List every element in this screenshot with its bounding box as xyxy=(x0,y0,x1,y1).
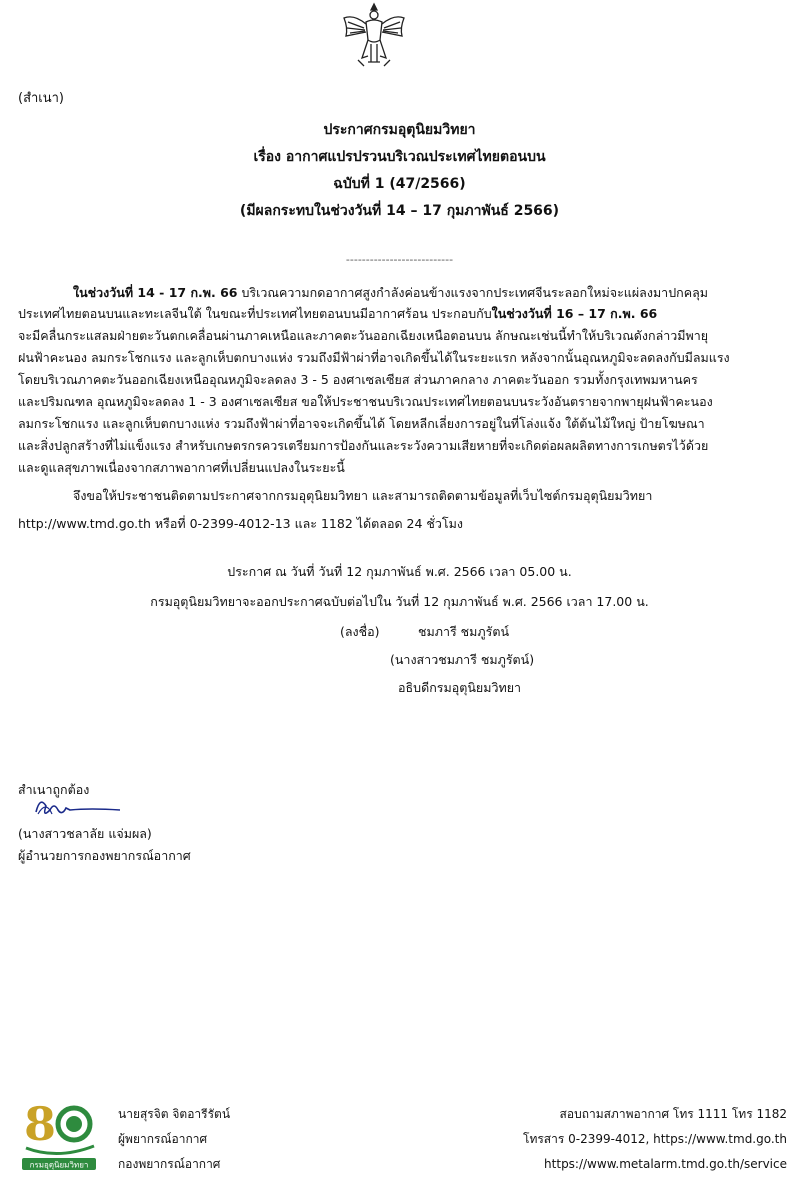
signed-label: (ลงชื่อ) xyxy=(340,624,380,639)
copy-tag: (สำเนา) xyxy=(18,91,65,106)
footer-forecaster xyxy=(118,1102,230,1177)
title-line-1: ประกาศกรมอุตุนิยมวิทยา xyxy=(323,122,476,138)
forecaster-division: กองพยากรณ์อากาศ xyxy=(118,1157,221,1171)
body-text: ประเทศไทยตอนบนและทะเลจีนใต้ ในขณะที่ประเทศไทยตอนบนมีอากาศร้อน ประกอบกับ xyxy=(18,306,492,321)
body-line-8: และสิ่งปลูกสร้างที่ไม่แข็งแรง สำหรับเกษตรกรควรเตรียมการป้องกันและระวังความเสียหายที่จะเกิดต่อผลผลิตทางการเกษตรไว้ด้วย xyxy=(18,438,709,453)
contact-phone: สอบถามสภาพอากาศ โทร 1111 โทร 1182 xyxy=(559,1107,787,1121)
svg-text:8: 8 xyxy=(24,1097,57,1151)
logo-caption: กรมอุตุนิยมวิทยา xyxy=(29,1160,89,1170)
certifier-name: (นางสาวชลาลัย แจ่มผล) xyxy=(18,826,152,841)
director-position: อธิบดีกรมอุตุนิยมวิทยา xyxy=(398,680,522,695)
contact-fax-website: โทรสาร 0-2399-4012, https://www.tmd.go.th xyxy=(523,1132,787,1146)
handwritten-signature-icon xyxy=(30,792,126,822)
issued-datetime: ประกาศ ณ วันที่ วันที่ 12 กุมภาพันธ์ พ.ศ. 2566 เวลา 05.00 น. xyxy=(227,564,572,579)
title-effect-period: (มีผลกระทบในช่วงวันที่ 14 – 17 กุมภาพันธ์ 2566) xyxy=(239,203,560,219)
bold-period-2: ในช่วงวันที่ 16 – 17 ก.พ. 66 xyxy=(491,306,658,321)
title-separator: --------------------------- xyxy=(345,253,454,266)
body-text: บริเวณความกดอากาศสูงกำลังค่อนข้างแรงจากประเทศจีนระลอกใหม่จะแผ่ลงมาปกคลุม xyxy=(237,285,708,300)
body-line-4: ฝนฟ้าคะนอง ลมกระโชกแรง และลูกเห็บตกบางแห่ง รวมถึงมีฟ้าผ่าที่อาจเกิดขึ้นได้ในระยะแรก หลังจากนั้นอุณหภูมิจะลดลงกับมีลมแรง xyxy=(18,350,730,365)
contact-alarm-website: https://www.metalarm.tmd.go.th/service xyxy=(544,1157,787,1171)
body-line-9: และดูแลสุขภาพเนื่องจากสภาพอากาศที่เปลี่ยนแปลงในระยะนี้ xyxy=(18,460,345,475)
signed-name: ชมภารี ชมภูรัตน์ xyxy=(418,624,510,639)
body-line-7: ลมกระโชกแรง และลูกเห็บตกบางแห่ง รวมถึงฟ้าผ่าที่อาจจะเกิดขึ้นได้ โดยหลีกเลี่ยงการอยู่ในที่โล่งแจ้ง ใต้ต้นไม้ใหญ่ ป้ายโฆษณา xyxy=(18,416,705,431)
footer-contact xyxy=(523,1102,787,1177)
body-line-2 xyxy=(18,304,657,324)
title-issue-number: ฉบับที่ 1 (47/2566) xyxy=(333,176,466,192)
certifier-position: ผู้อำนวยการกองพยากรณ์อากาศ xyxy=(18,848,191,863)
director-full-name: (นางสาวชมภารี ชมภูรัตน์) xyxy=(390,652,535,667)
announcement-title xyxy=(0,117,799,225)
body-paragraph-1 xyxy=(18,282,783,304)
body-paragraph-2-line-1: จึงขอให้ประชาชนติดตามประกาศจากกรมอุตุนิยมวิทยา และสามารถติดตามข้อมูลที่เว็บไซต์กรมอุตุนิยมวิทยา xyxy=(73,488,653,503)
title-line-2: เรื่อง อากาศแปรปรวนบริเวณประเทศไทยตอนบน xyxy=(253,149,546,165)
forecaster-name: นายสุรจิต จิตอารีรัตน์ xyxy=(118,1107,231,1121)
tmd-80-anniversary-logo-icon xyxy=(18,1090,100,1180)
body-line-3: จะมีคลื่นกระแสลมฝ่ายตะวันตกเคลื่อนผ่านภาคเหนือและภาคตะวันออกเฉียงเหนือตอนบน ลักษณะเช่นนี้ทำให้บริเวณดังกล่าวมีพายุ xyxy=(18,328,709,343)
forecaster-title: ผู้พยากรณ์อากาศ xyxy=(118,1132,208,1146)
next-issue-datetime: กรมอุตุนิยมวิทยาจะออกประกาศฉบับต่อไปใน วันที่ 12 กุมภาพันธ์ พ.ศ. 2566 เวลา 17.00 น. xyxy=(150,594,649,609)
garuda-emblem-icon xyxy=(338,0,410,72)
body-line-6: และปริมณฑล อุณหภูมิจะลดลง 1 - 3 องศาเซลเซียส ขอให้ประชาชนบริเวณประเทศไทยตอนบนระวังอันตรายจากพายุฝนฟ้าคะนอง xyxy=(18,394,713,409)
body-line-5: โดยบริเวณภาคตะวันออกเฉียงเหนืออุณหภูมิจะลดลง 3 - 5 องศาเซลเซียส ส่วนภาคกลาง ภาคตะวันออก รวมทั้งกรุงเทพมหานคร xyxy=(18,372,698,387)
copy-certified-label: สำเนาถูกต้อง xyxy=(18,782,90,797)
bold-period-1: ในช่วงวันที่ 14 - 17 ก.พ. 66 xyxy=(73,285,238,300)
body-paragraph-2-line-2: http://www.tmd.go.th หรือที่ 0-2399-4012-13 และ 1182 ได้ตลอด 24 ชั่วโมง xyxy=(18,516,463,531)
